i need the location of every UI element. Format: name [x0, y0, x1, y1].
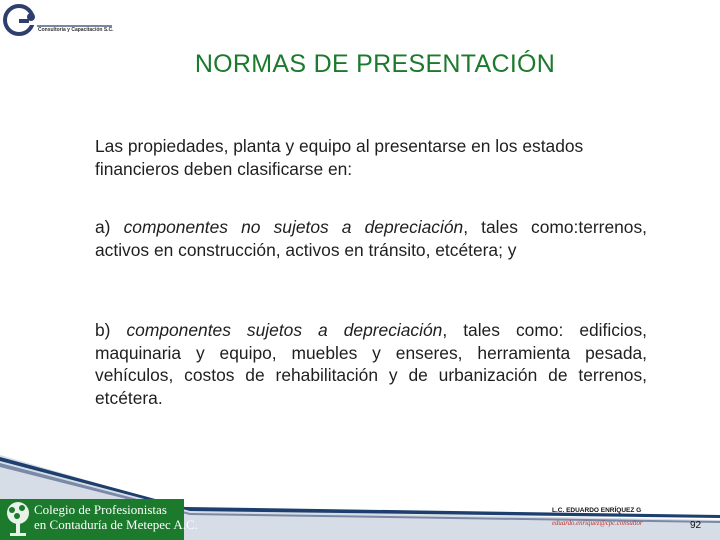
signature-name: L.C. EDUARDO ENRÍQUEZ G [552, 507, 642, 514]
college-name-line2: en Contaduría de Metepec A.C. [34, 516, 198, 532]
tree-icon [2, 500, 34, 540]
item-b-emphasis: componentes sujetos a depreciación [126, 320, 443, 340]
page-number: 92 [690, 520, 702, 531]
item-a-paragraph [95, 216, 647, 261]
logo-caption: Consultoría y Capacitación S.C. [38, 27, 114, 33]
item-b-text: , tales como: edificios, maquinaria y equipo, muebles y enseres, herramienta pesada, vehículos, costos de rehabilitación y de urbanización de terrenos, etcétera. [95, 320, 647, 408]
intro-paragraph: Las propiedades, planta y equipo al presentarse en los estados financieros deben clasificarse en: [95, 136, 584, 179]
college-name-line1: Colegio de Profesionistas [34, 502, 167, 517]
page-title: NORMAS DE PRESENTACIÓN [194, 50, 556, 78]
item-b-paragraph [95, 319, 647, 409]
item-a-prefix: a) [95, 217, 124, 237]
signature-email: eduardo.enriquez@cpc.consultor [552, 520, 643, 527]
company-logo [2, 2, 114, 40]
college-name [34, 503, 198, 532]
item-b-prefix: b) [95, 320, 127, 340]
item-a-text: , tales como:terrenos, activos en construcción, activos en tránsito, etcétera; y [95, 217, 648, 260]
item-a-emphasis: componentes no sujetos a depreciación [123, 217, 464, 237]
